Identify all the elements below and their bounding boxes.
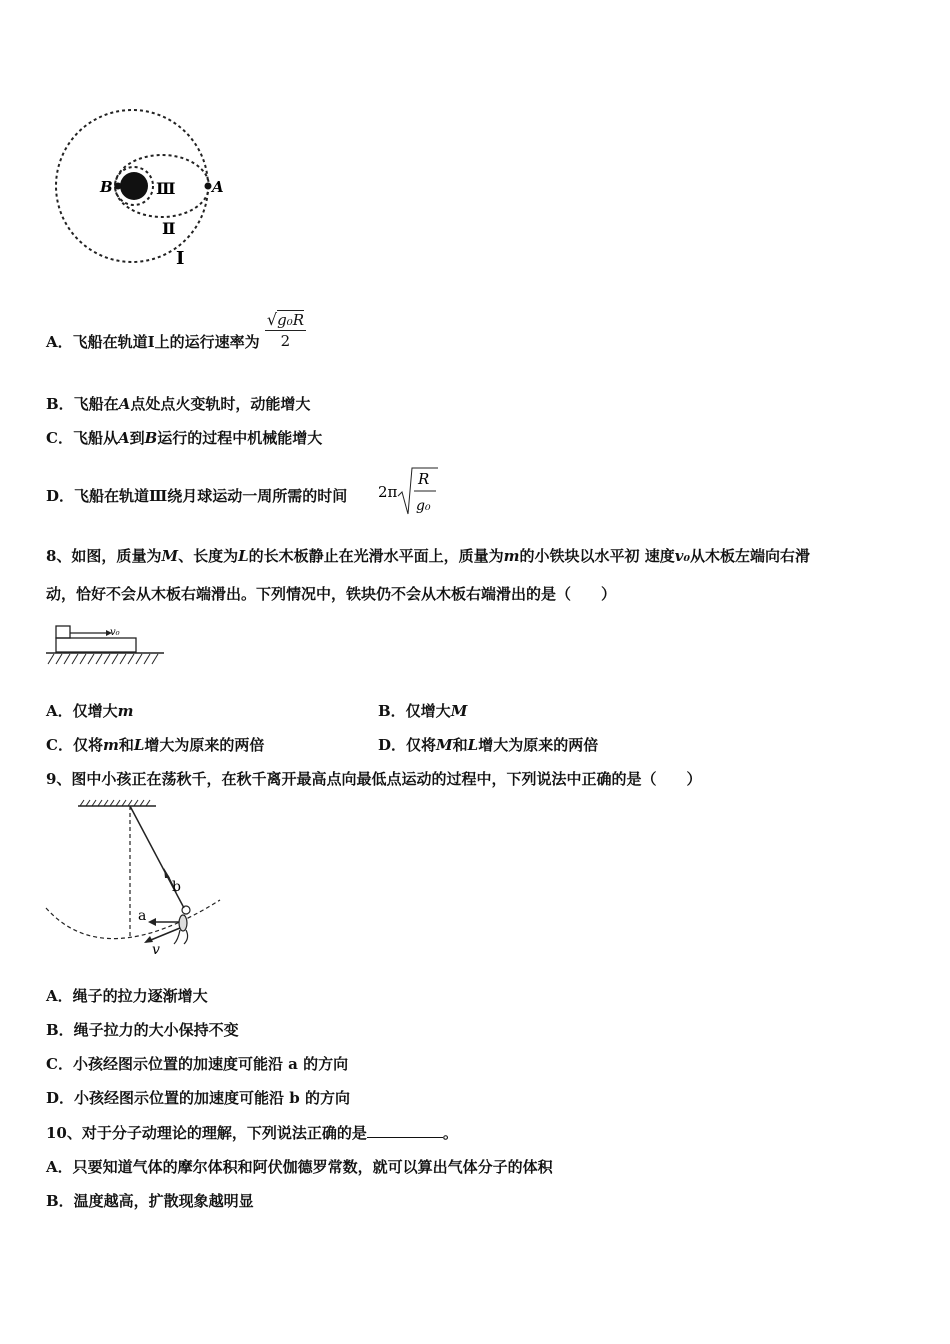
q7-d-formula <box>378 462 448 520</box>
q8-stem-line1: 8、如图，质量为M、长度为L的长木板静止在光滑水平面上，质量为m的小铁块以水平初 速度v₀从木板左端向右滑 <box>46 547 811 565</box>
arc-path <box>46 900 220 939</box>
label-b: b <box>172 879 181 895</box>
iron-block <box>56 626 70 638</box>
q8-option-b: B．仅增大M <box>378 702 468 720</box>
swing-figure <box>44 798 224 958</box>
label-II: Ⅱ <box>162 219 176 238</box>
ship-A <box>205 183 212 190</box>
svg-text:R: R <box>418 470 430 488</box>
orbit-figure <box>40 100 230 275</box>
q9-option-b: B．绳子拉力的大小保持不变 <box>46 1021 239 1039</box>
q7-option-b: B．飞船在A点处点火变轨时，动能增大 <box>46 395 311 413</box>
moon <box>120 172 148 200</box>
label-I: Ⅰ <box>176 248 185 269</box>
svg-text:g₀: g₀ <box>416 498 431 514</box>
svg-text:2π: 2π <box>378 483 398 501</box>
q7-option-c: C．飞船从A到B运行的过程中机械能增大 <box>46 429 323 447</box>
q9-stem: 9、图中小孩正在荡秋千，在秋千离开最高点向最低点运动的过程中，下列说法中正确的是（ ） <box>46 770 702 788</box>
q7-a-formula: $\frac{\text{√g₀R}}{2}$ <box>266 309 305 350</box>
label-A: A <box>212 178 224 196</box>
child-figure <box>174 906 190 944</box>
q8-stem-line2: 动，恰好不会从木板右端滑出。下列情况中，铁块仍不会从木板右端滑出的是（ ） <box>46 585 617 603</box>
q8-option-c: C．仅将m和L增大为原来的两倍 <box>46 736 265 754</box>
label-III: Ⅲ <box>156 179 176 198</box>
board-figure <box>44 624 168 670</box>
q7-option-d: D．飞船在轨道Ⅲ绕月球运动一周所需的时间 <box>46 487 348 505</box>
q9-option-c: C．小孩经图示位置的加速度可能沿 a 的方向 <box>46 1055 349 1073</box>
q10-option-b: B．温度越高，扩散现象越明显 <box>46 1192 254 1210</box>
ship-B <box>115 183 122 190</box>
q8-option-d: D．仅将M和L增大为原来的两倍 <box>378 736 599 754</box>
q9-option-a: A．绳子的拉力逐渐增大 <box>46 987 208 1005</box>
long-board <box>56 638 136 652</box>
label-B: B <box>100 178 113 196</box>
label-v: v <box>152 942 160 958</box>
label-a: a <box>138 908 147 924</box>
q7-option-a: A．飞船在轨道Ⅰ上的运行速率为 $\frac{\text{√g₀R}}{2}$ <box>46 309 305 351</box>
label-v0: v₀ <box>110 627 120 638</box>
q10-stem: 10、对于分子动理论的理解，下列说法正确的是 。 <box>46 1124 458 1142</box>
q9-option-d: D．小孩经图示位置的加速度可能沿 b 的方向 <box>46 1089 350 1107</box>
q10-option-a: A．只要知道气体的摩尔体积和阿伏伽德罗常数，就可以算出气体分子的体积 <box>46 1158 553 1176</box>
answer-blank <box>367 1123 443 1138</box>
q8-option-a: A．仅增大m <box>46 702 134 720</box>
